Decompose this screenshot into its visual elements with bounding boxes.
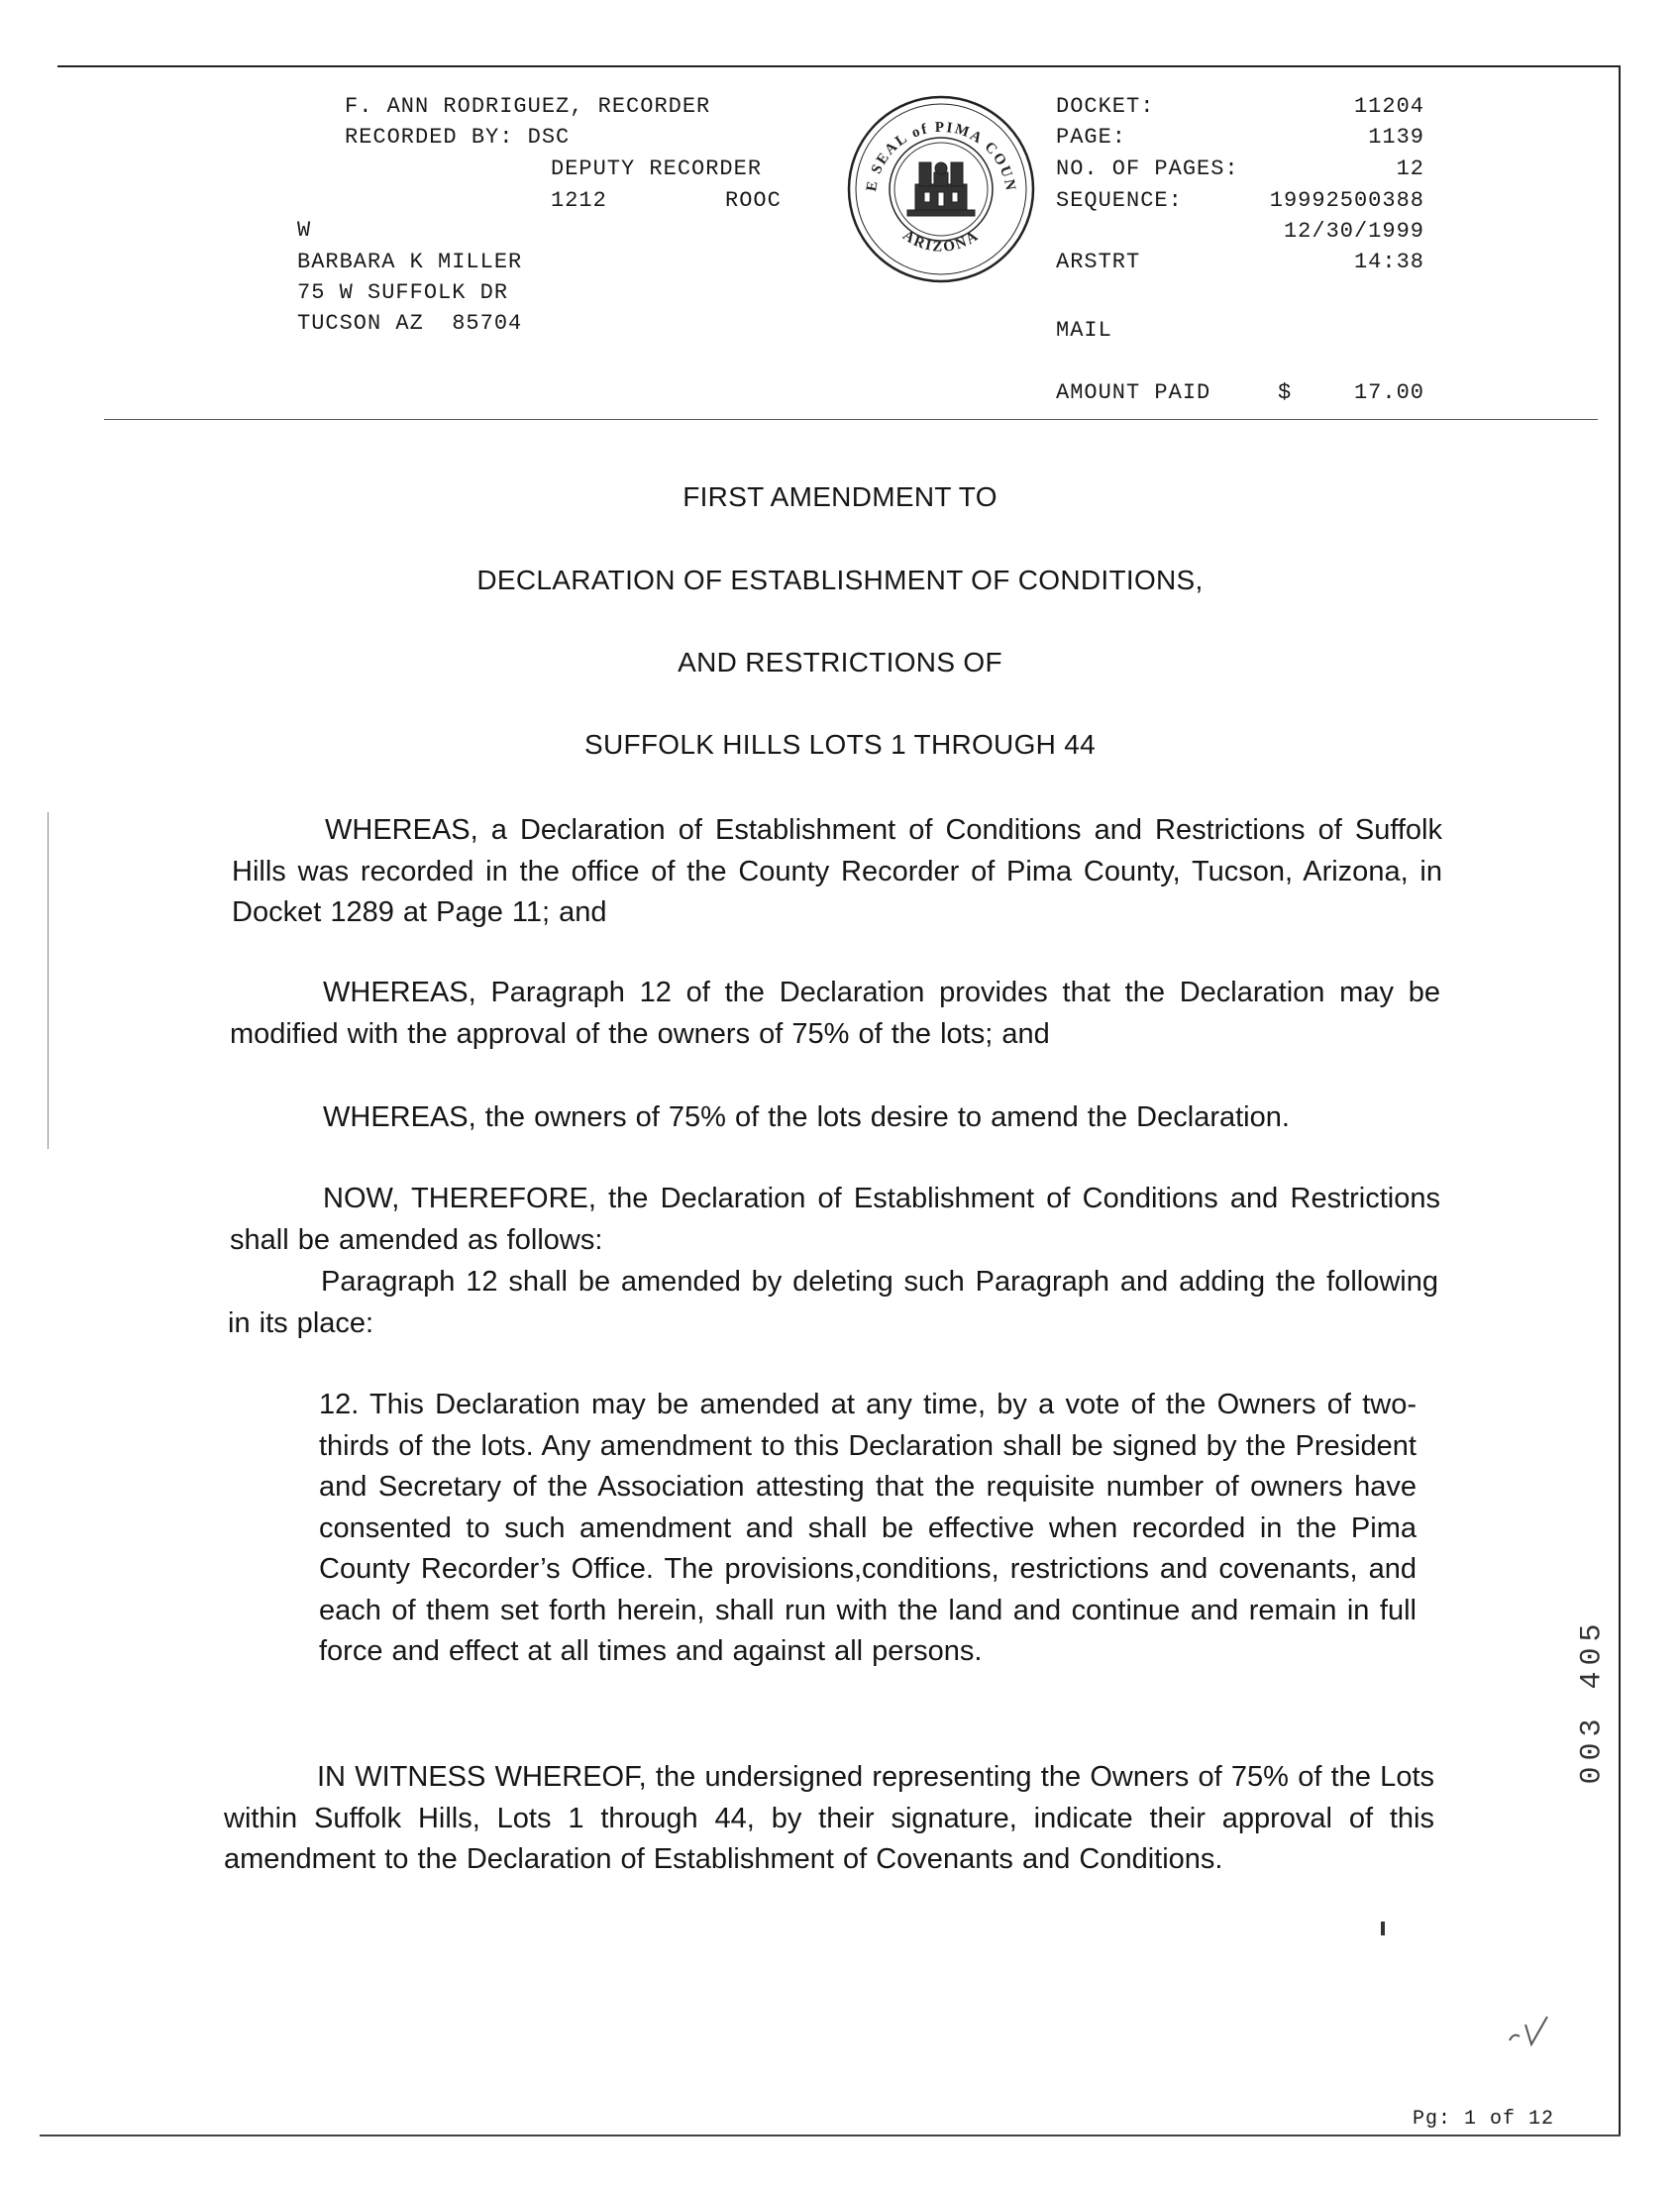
amount-row: [1056, 377, 1424, 408]
page-row: [1056, 122, 1424, 153]
paragraph-in-witness: IN WITNESS WHEREOF, the undersigned representing the Owners of 75% of the Lots within Suffolk Hills, Lots 1 through 44, by their signature, indicate their approval of this amendment to the Declaration of Establishment of Covenants and Conditions.: [224, 1761, 1434, 1875]
amount-currency: $: [1278, 380, 1293, 405]
pages-value: 12: [1396, 156, 1424, 181]
paragraph-whereas-2: WHEREAS, Paragraph 12 of the Declaration provides that the Declaration may be modified with the approval of the owners of 75% of the lots; and: [230, 977, 1440, 1050]
amount-value: 17.00: [1353, 380, 1424, 405]
paragraph-whereas-1: WHEREAS, a Declaration of Establishment of Conditions and Restrictions of Suffolk Hills was recorded in the office of the County Recorder of Pima County, Tucson, Arizona, in Docket 1289 at Page 11; and: [232, 814, 1442, 928]
left-scan-mark: [48, 812, 49, 1149]
page-value: 1139: [1368, 125, 1424, 150]
initials-mark: [1504, 2011, 1559, 2070]
arstrt-label: ARSTRT: [1056, 250, 1141, 274]
recorded-by: RECORDED BY: DSC: [345, 125, 571, 150]
bottom-border: [40, 2135, 1621, 2136]
amount-label: AMOUNT PAID: [1056, 380, 1211, 405]
date-value: 12/30/1999: [1283, 219, 1424, 244]
sequence-row: [1056, 185, 1424, 216]
date-row: [1056, 216, 1424, 247]
paragraph-whereas-3: WHEREAS, the owners of 75% of the lots desire to amend the Declaration.: [323, 1101, 1290, 1133]
addressee-city: TUCSON AZ 85704: [297, 311, 523, 336]
pages-label: NO. OF PAGES:: [1056, 156, 1239, 181]
arstrt-row: [1056, 247, 1424, 277]
addressee-street: 75 W SUFFOLK DR: [297, 280, 509, 305]
docket-row: [1056, 91, 1424, 122]
tick-mark: [1381, 1922, 1385, 1935]
docket-label: DOCKET:: [1056, 94, 1155, 119]
mail-label: MAIL: [1056, 318, 1112, 343]
header-divider: [104, 419, 1598, 420]
page-label: PAGE:: [1056, 125, 1127, 150]
paragraph-12-amended: 12. This Declaration may be amended at any time, by a vote of the Owners of two-thirds of the lots. Any amendment to this Declaration shall be signed by the President and Secretary of the Association attesting that the requisite number of owners have consented to such amendment and shall be effective when recorded in the Pima County Recorder’s Office. The provisions,conditions, restrictions and covenants, and each of them set forth herein, shall run with the land and continue and remain in full force and effect at all times and against all persons.: [319, 1389, 1417, 1667]
page-indicator: Pg: 1 of 12: [1413, 2108, 1555, 2131]
title-line-4: SUFFOLK HILLS LOTS 1 THROUGH 44: [583, 729, 1097, 760]
pages-row: [1056, 154, 1424, 184]
side-stamp: 003 405: [1575, 1617, 1610, 1785]
seal-graphic: [846, 93, 1036, 285]
paragraph-now-therefore: NOW, THEREFORE, the Declaration of Establishment of Conditions and Restrictions shall be amended as follows:: [230, 1183, 1440, 1256]
top-border: [57, 65, 1621, 67]
title-line-1: FIRST AMENDMENT TO: [682, 481, 998, 512]
paragraph-amend-instruction: Paragraph 12 shall be amended by deleting such Paragraph and adding the following in its place:: [228, 1266, 1438, 1339]
deputy-code: ROOC: [725, 188, 782, 213]
w-mark: W: [297, 218, 312, 243]
seal-bottom-text: ARIZONA: [899, 227, 983, 256]
county-seal: [846, 93, 1036, 285]
title-line-2: DECLARATION OF ESTABLISHMENT OF CONDITIONS,: [476, 565, 1204, 595]
docket-value: 11204: [1353, 94, 1424, 119]
sequence-value: 19992500388: [1269, 188, 1424, 213]
time-value: 14:38: [1353, 250, 1424, 274]
recorder-name: F. ANN RODRIGUEZ, RECORDER: [345, 94, 711, 119]
seal-top-text: E SEAL of PIMA COUN: [864, 119, 1019, 194]
addressee-name: BARBARA K MILLER: [297, 250, 523, 274]
right-border: [1619, 65, 1621, 2135]
deputy-label: DEPUTY RECORDER: [551, 156, 763, 181]
deputy-id: 1212: [551, 188, 607, 213]
sequence-label: SEQUENCE:: [1056, 188, 1183, 213]
title-line-3: AND RESTRICTIONS OF: [678, 647, 1002, 677]
